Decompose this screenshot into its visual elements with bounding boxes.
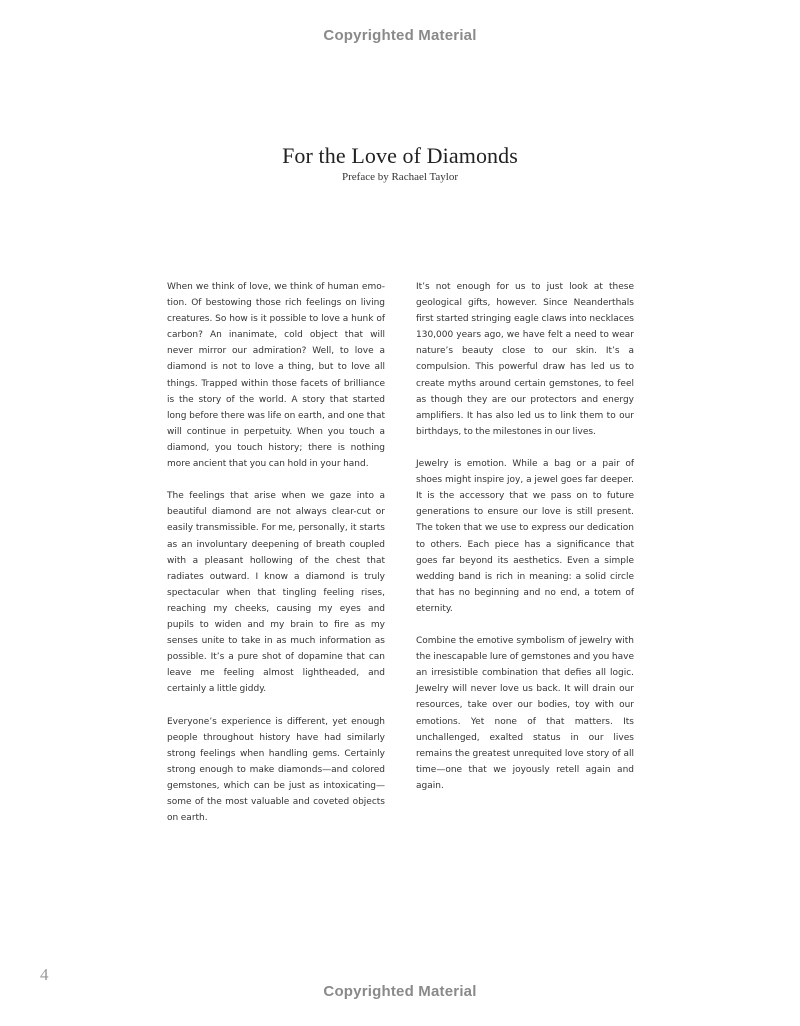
watermark-top: Copyrighted Material	[323, 27, 477, 44]
paragraph: Everyone’s experience is different, yet enough people throughout history have had similarly strong feelings when handling gems. Certainly strong enough to make diamonds—and colored gemstones, which can be just as intoxicating—some of the most valuable and coveted objects on earth.	[167, 716, 385, 824]
page-number: 4	[40, 965, 49, 984]
paragraph: The feelings that arise when we gaze into a beautiful diamond are not always clear-cut or easily transmissible. For me, personally, it starts as an involuntary deepening of breath coupled with a pleasant hollowing of the chest that radiates outward. I know a diamond is truly spectacular when that tingling feeling rises, reaching my cheeks, causing my eyes and pupils to widen and my brain to fire as my senses unite to take in as much information as possible. It’s a pure shot of dopamine that can leave me feeling almost lightheaded, and certainly a little giddy.	[167, 491, 385, 695]
paragraph: Jewelry is emotion. While a bag or a pair of shoes might inspire joy, a jewel goes far deeper. It is the accessory that we pass on to future generations to ensure our love is still present. The token that we use to express our dedication to others. Each piece has a significance that goes far beyond its aesthetics. Even a simple wedding band is rich in meaning: a solid circle that has no beginning and no end, a totem of eternity.	[416, 459, 634, 614]
page-title: For the Love of Diamonds	[282, 143, 518, 168]
paragraph: It’s not enough for us to just look at these geological gifts, however. Since Neanderthals first started stringing eagle claws into necklaces 130,000 years ago, we have felt a need to wear nature’s beauty close to our skin. It’s a compulsion. This powerful draw has led us to create myths around certain gemstones, to feel as though they are our protectors and energy amplifiers. It has also led us to link them to our birthdays, to the milestones in our lives.	[416, 282, 634, 437]
paragraph: When we think of love, we think of human emotion. Of bestowing those rich feelings on living creatures. So how is it possible to love a hunk of carbon? An inanimate, cold object that will never mirror our admiration? Well, to love a diamond is not to love a thing, but to love all things. Trapped within those facets of brilliance is the story of the world. A story that started long before there was life on earth, and one that will continue in perpetuity. When you touch a diamond, you touch history; there is nothing more ancient that you can hold in your hand.	[167, 282, 385, 470]
paragraph: Combine the emotive symbolism of jewelry with the inescapable lure of gemstones and you have an irresistible combination that defies all logic. Jewelry will never love us back. It will drain our resources, take over our bodies, toy with our emotions. Yet none of that matters. Its unchallenged, exalted status in our lives remains the greatest unrequited love story of all time—one that we joyously retell again and again.	[416, 636, 634, 791]
preface-byline: Preface by Rachael Taylor	[342, 171, 458, 183]
text-column-right	[416, 279, 634, 810]
text-column-left	[167, 279, 385, 842]
watermark-bottom: Copyrighted Material	[323, 983, 477, 1000]
